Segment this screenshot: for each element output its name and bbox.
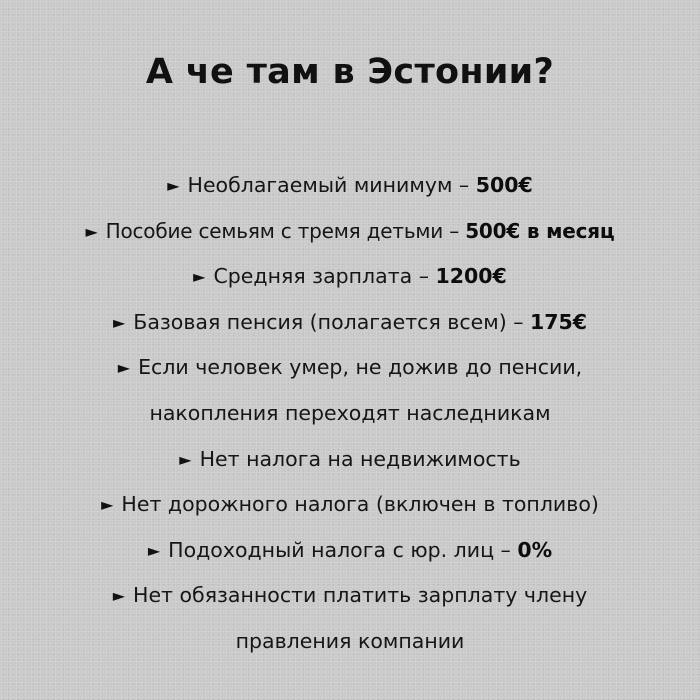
- item-value: 500€ в месяц: [465, 218, 615, 243]
- list-item-board-member-salary: [0, 573, 700, 619]
- list-item-tax-free-minimum: [0, 163, 700, 209]
- item-text: Средняя зарплата –: [213, 264, 436, 289]
- list-item-family-allowance: [0, 209, 700, 255]
- item-text-continuation: правления компании: [235, 628, 465, 653]
- list-item-pension-inheritance: [0, 345, 700, 391]
- item-text: Нет налога на недвижимость: [199, 446, 521, 471]
- page-title: А че там в Эстонии?: [145, 52, 555, 92]
- arrow-bullet-icon: ►: [101, 495, 114, 515]
- arrow-bullet-icon: ►: [179, 449, 192, 469]
- arrow-bullet-icon: ►: [147, 540, 161, 560]
- item-value: 1200€: [435, 264, 507, 289]
- arrow-bullet-icon: ►: [112, 586, 126, 606]
- item-value: 175€: [530, 309, 588, 334]
- list-item-average-salary: [0, 254, 700, 300]
- list-item-no-road-tax: [0, 482, 700, 528]
- list-item-corporate-income-tax: [0, 528, 700, 574]
- arrow-bullet-icon: ►: [167, 176, 180, 195]
- arrow-bullet-icon: ►: [112, 312, 126, 332]
- item-text-continuation: накопления переходят наследникам: [149, 400, 551, 425]
- item-text: Нет дорожного налога (включен в топливо): [121, 492, 599, 517]
- facts-list: [0, 163, 700, 665]
- item-text: Подоходный налога с юр. лиц –: [168, 537, 518, 562]
- arrow-bullet-icon: ►: [117, 358, 131, 378]
- item-value: 0%: [517, 537, 553, 562]
- arrow-bullet-icon: ►: [85, 221, 98, 241]
- item-text: Пособие семьям с тремя детьми –: [105, 218, 466, 243]
- list-item-board-member-salary-continuation: [0, 619, 700, 665]
- item-value: 500€: [475, 173, 533, 197]
- item-text: Необлагаемый минимум –: [187, 173, 476, 197]
- arrow-bullet-icon: ►: [193, 267, 206, 287]
- list-item-pension-inheritance-continuation: [0, 391, 700, 437]
- item-text: Базовая пенсия (полагается всем) –: [133, 309, 530, 334]
- list-item-basic-pension: [0, 300, 700, 346]
- list-item-no-property-tax: [0, 437, 700, 483]
- item-text: Если человек умер, не дожив до пенсии,: [138, 355, 583, 380]
- item-text: Нет обязанности платить зарплату члену: [133, 583, 588, 608]
